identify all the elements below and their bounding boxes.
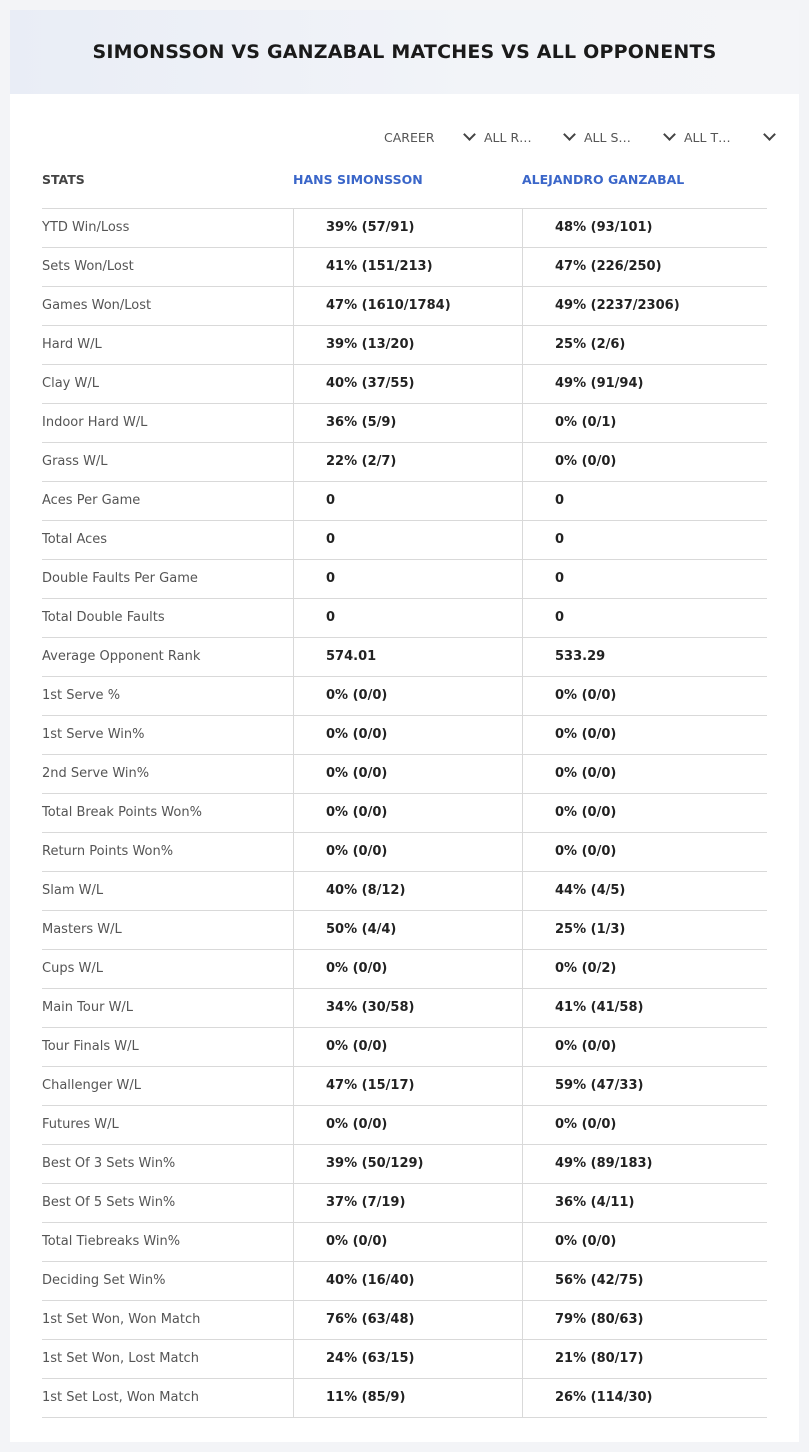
player2-value: 0% (0/0)	[522, 755, 767, 793]
player2-value: 21% (80/17)	[522, 1340, 767, 1378]
player2-value: 0	[522, 482, 767, 520]
stat-label: 1st Set Lost, Won Match	[42, 1390, 199, 1405]
player1-value: 11% (85/9)	[293, 1379, 522, 1417]
stat-label: Total Aces	[42, 532, 108, 547]
player1-value: 0% (0/0)	[293, 833, 522, 871]
stat-label: Challenger W/L	[42, 1078, 141, 1093]
stat-label: Total Tiebreaks Win%	[42, 1234, 181, 1249]
player1-value: 0% (0/0)	[293, 716, 522, 754]
stat-label: Cups W/L	[42, 961, 103, 976]
stat-label: 1st Serve Win%	[42, 727, 145, 742]
table-row	[42, 1184, 767, 1223]
player2-value: 49% (2237/2306)	[522, 287, 767, 325]
filter-bar	[384, 126, 784, 148]
stat-label: Total Double Faults	[42, 610, 165, 625]
table-row	[42, 911, 767, 950]
stats-card	[10, 10, 799, 1442]
player2-value: 25% (2/6)	[522, 326, 767, 364]
player2-value: 48% (93/101)	[522, 209, 767, 247]
player1-value: 40% (8/12)	[293, 872, 522, 910]
table-row	[42, 443, 767, 482]
player1-value: 24% (63/15)	[293, 1340, 522, 1378]
player1-value: 0% (0/0)	[293, 1106, 522, 1144]
player2-value: 26% (114/30)	[522, 1379, 767, 1417]
player2-value: 25% (1/3)	[522, 911, 767, 949]
player1-value: 0% (0/0)	[293, 794, 522, 832]
table-row	[42, 872, 767, 911]
stat-label: Games Won/Lost	[42, 298, 152, 313]
table-row	[42, 1223, 767, 1262]
player2-value: 49% (91/94)	[522, 365, 767, 403]
table-row	[42, 989, 767, 1028]
player1-value: 41% (151/213)	[293, 248, 522, 286]
player2-value: 0% (0/0)	[522, 1223, 767, 1261]
player1-value: 22% (2/7)	[293, 443, 522, 481]
table-row	[42, 1067, 767, 1106]
page-title: SIMONSSON VS GANZABAL MATCHES VS ALL OPPONENTS	[92, 41, 717, 63]
table-row	[42, 326, 767, 365]
player1-value: 0% (0/0)	[293, 1223, 522, 1261]
player1-value: 0	[293, 599, 522, 637]
chevron-down-icon	[563, 128, 576, 141]
page-header	[10, 10, 799, 94]
player2-value: 0	[522, 599, 767, 637]
header-player2-link[interactable]: ALEJANDRO GANZABAL	[522, 172, 685, 187]
table-row	[42, 560, 767, 599]
player2-value: 56% (42/75)	[522, 1262, 767, 1300]
stat-label: Clay W/L	[42, 376, 99, 391]
player2-value: 0% (0/1)	[522, 404, 767, 442]
player1-value: 47% (1610/1784)	[293, 287, 522, 325]
stat-label: Sets Won/Lost	[42, 259, 134, 274]
table-row	[42, 1145, 767, 1184]
stat-label: 2nd Serve Win%	[42, 766, 150, 781]
stat-label: Deciding Set Win%	[42, 1273, 166, 1288]
table-row	[42, 638, 767, 677]
table-row	[42, 482, 767, 521]
player1-value: 0% (0/0)	[293, 755, 522, 793]
player2-value: 0% (0/2)	[522, 950, 767, 988]
table-row	[42, 521, 767, 560]
filter-surface-label: ALL S…	[584, 129, 631, 145]
header-stats: STATS	[42, 172, 85, 187]
table-row	[42, 794, 767, 833]
player2-value: 0% (0/0)	[522, 1028, 767, 1066]
table-header	[42, 170, 767, 208]
filter-surface-dropdown[interactable]	[584, 126, 684, 148]
stat-label: Futures W/L	[42, 1117, 119, 1132]
table-row	[42, 209, 767, 248]
player1-value: 50% (4/4)	[293, 911, 522, 949]
stat-label: Average Opponent Rank	[42, 649, 201, 664]
player2-value: 0% (0/0)	[522, 833, 767, 871]
table-row	[42, 1301, 767, 1340]
player2-value: 49% (89/183)	[522, 1145, 767, 1183]
stat-label: Tour Finals W/L	[42, 1039, 139, 1054]
table-row	[42, 833, 767, 872]
player2-value: 79% (80/63)	[522, 1301, 767, 1339]
stat-label: Hard W/L	[42, 337, 102, 352]
table-row	[42, 716, 767, 755]
player2-value: 36% (4/11)	[522, 1184, 767, 1222]
player2-value: 0% (0/0)	[522, 1106, 767, 1144]
chevron-down-icon	[463, 128, 476, 141]
player1-value: 0% (0/0)	[293, 1028, 522, 1066]
stat-label: Slam W/L	[42, 883, 104, 898]
player2-value: 59% (47/33)	[522, 1067, 767, 1105]
player1-value: 39% (13/20)	[293, 326, 522, 364]
table-row	[42, 599, 767, 638]
stat-label: Grass W/L	[42, 454, 108, 469]
table-row	[42, 404, 767, 443]
chevron-down-icon	[663, 128, 676, 141]
stat-label: Main Tour W/L	[42, 1000, 134, 1015]
stat-label: Indoor Hard W/L	[42, 415, 148, 430]
filter-round-label: ALL R…	[484, 129, 532, 145]
table-row	[42, 365, 767, 404]
player1-value: 36% (5/9)	[293, 404, 522, 442]
stat-label: Double Faults Per Game	[42, 571, 198, 586]
player2-value: 0% (0/0)	[522, 794, 767, 832]
player2-value: 44% (4/5)	[522, 872, 767, 910]
stat-label: Total Break Points Won%	[42, 805, 202, 820]
player2-value: 0% (0/0)	[522, 677, 767, 715]
player1-value: 39% (57/91)	[293, 209, 522, 247]
table-row	[42, 1340, 767, 1379]
player1-value: 40% (37/55)	[293, 365, 522, 403]
player2-value: 41% (41/58)	[522, 989, 767, 1027]
player2-value: 533.29	[522, 638, 767, 676]
table-row	[42, 950, 767, 989]
player1-value: 76% (63/48)	[293, 1301, 522, 1339]
player1-value: 0	[293, 560, 522, 598]
table-row	[42, 1106, 767, 1145]
stat-label: Best Of 5 Sets Win%	[42, 1195, 176, 1210]
player2-value: 0	[522, 560, 767, 598]
player1-value: 0% (0/0)	[293, 677, 522, 715]
chevron-down-icon	[763, 128, 776, 141]
filter-round-dropdown[interactable]	[484, 126, 584, 148]
stats-table	[42, 208, 767, 1418]
filter-period-dropdown[interactable]	[384, 126, 484, 148]
player2-value: 0	[522, 521, 767, 559]
table-row	[42, 1262, 767, 1301]
filter-period-label: CAREER	[384, 129, 435, 145]
player1-value: 37% (7/19)	[293, 1184, 522, 1222]
player2-value: 0% (0/0)	[522, 716, 767, 754]
player2-value: 0% (0/0)	[522, 443, 767, 481]
header-player1-link[interactable]: HANS SIMONSSON	[293, 172, 423, 187]
stat-label: Return Points Won%	[42, 844, 174, 859]
player1-value: 0% (0/0)	[293, 950, 522, 988]
player1-value: 574.01	[293, 638, 522, 676]
filter-tournament-label: ALL T…	[684, 129, 731, 145]
table-row	[42, 287, 767, 326]
table-row	[42, 1379, 767, 1418]
table-row	[42, 248, 767, 287]
player1-value: 47% (15/17)	[293, 1067, 522, 1105]
table-row	[42, 1028, 767, 1067]
player1-value: 34% (30/58)	[293, 989, 522, 1027]
stat-label: Aces Per Game	[42, 493, 141, 508]
stat-label: YTD Win/Loss	[42, 220, 130, 235]
stat-label: 1st Set Won, Lost Match	[42, 1351, 199, 1366]
player2-value: 47% (226/250)	[522, 248, 767, 286]
player1-value: 0	[293, 482, 522, 520]
stat-label: Best Of 3 Sets Win%	[42, 1156, 176, 1171]
table-row	[42, 755, 767, 794]
stat-label: 1st Serve %	[42, 688, 121, 703]
player1-value: 40% (16/40)	[293, 1262, 522, 1300]
table-row	[42, 677, 767, 716]
filter-tournament-dropdown[interactable]	[684, 126, 784, 148]
player1-value: 0	[293, 521, 522, 559]
stat-label: 1st Set Won, Won Match	[42, 1312, 201, 1327]
player1-value: 39% (50/129)	[293, 1145, 522, 1183]
stat-label: Masters W/L	[42, 922, 122, 937]
